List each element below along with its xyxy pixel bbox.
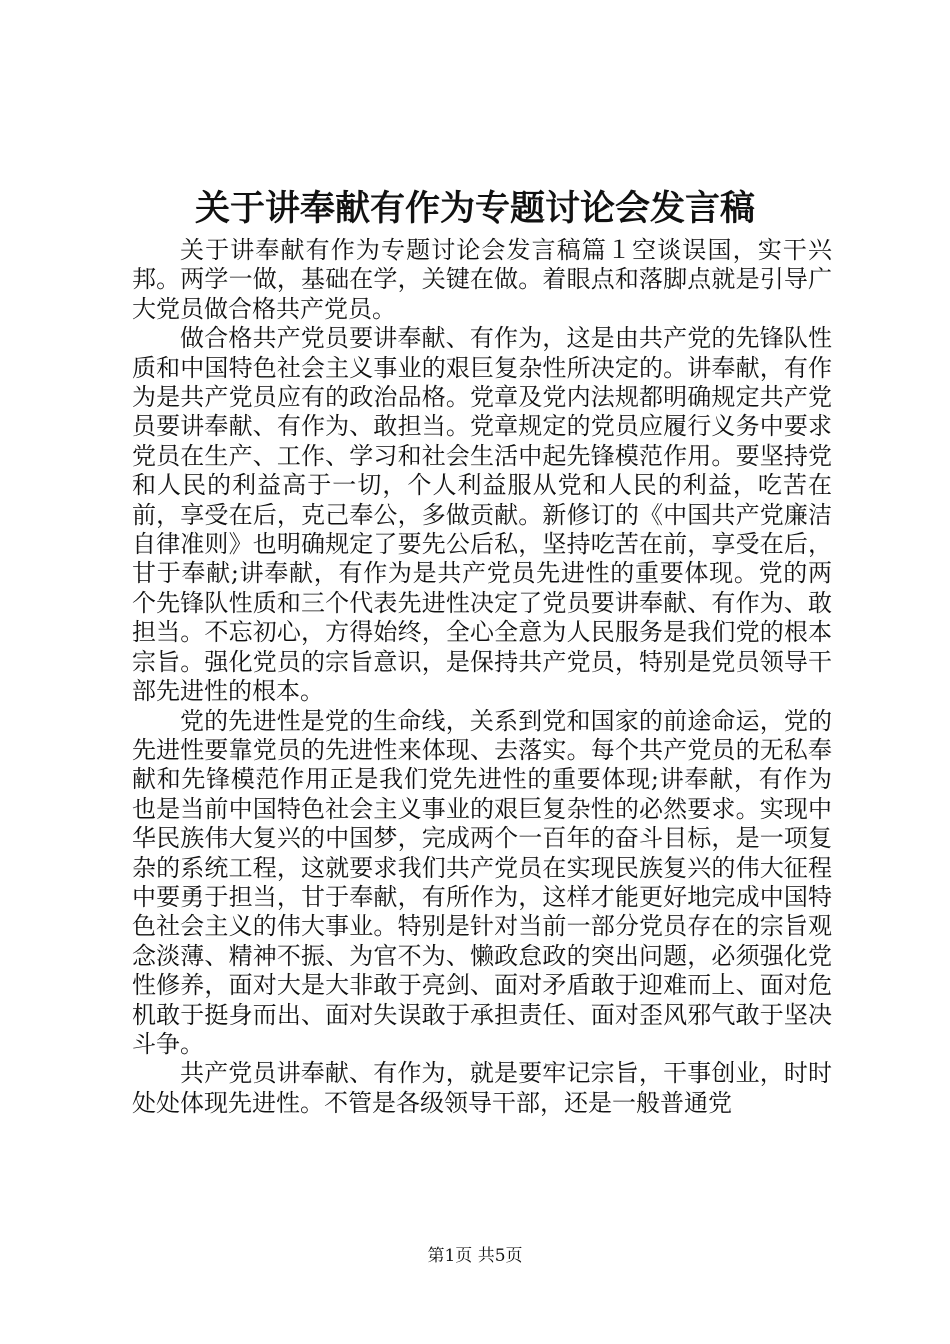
document-body [132,236,832,1118]
paragraph-4: 共产党员讲奉献、有作为，就是要牢记宗旨，干事创业，时时处处体现先进性。不管是各级领导干部，还是一般普通党 [132,1059,832,1117]
paragraph-1: 关于讲奉献有作为专题讨论会发言稿篇１空谈误国，实干兴邦。两学一做，基础在学，关键在做。着眼点和落脚点就是引导广大党员做合格共产党员。 [132,236,832,323]
page-number-footer: 第1页 共5页 [427,1246,523,1266]
paragraph-2: 做合格共产党员要讲奉献、有作为，这是由共产党的先锋队性质和中国特色社会主义事业的艰巨复杂性所决定的。讲奉献，有作为是共产党员应有的政治品格。党章及党内法规都明确规定共产党员要讲奉献、有作为、敢担当。党章规定的党员应履行义务中要求党员在生产、工作、学习和社会生活中起先锋模范作用。要坚持党和人民的利益高于一切，个人利益服从党和人民的利益，吃苦在前，享受在后，克己奉公，多做贡献。新修订的《中国共产党廉洁自律准则》也明确规定了要先公后私，坚持吃苦在前，享受在后，甘于奉献;讲奉献，有作为是共产党员先进性的重要体现。党的两个先锋队性质和三个代表先进性决定了党员要讲奉献、有作为、敢担当。不忘初心，方得始终，全心全意为人民服务是我们党的根本宗旨。强化党员的宗旨意识，是保持共产党员，特别是党员领导干部先进性的根本。 [132,324,832,706]
document-title: 关于讲奉献有作为专题讨论会发言稿 [194,189,755,229]
paragraph-3: 党的先进性是党的生命线，关系到党和国家的前途命运，党的先进性要靠党员的先进性来体现、去落实。每个共产党员的无私奉献和先锋模范作用正是我们党先进性的重要体现;讲奉献，有作为也是当前中国特色社会主义事业的艰巨复杂性的必然要求。实现中华民族伟大复兴的中国梦，完成两个一百年的奋斗目标，是一项复杂的系统工程，这就要求我们共产党员在实现民族复兴的伟大征程中要勇于担当，甘于奉献，有所作为，这样才能更好地完成中国特色社会主义的伟大事业。特别是针对当前一部分党员存在的宗旨观念淡薄、精神不振、为官不为、懒政怠政的突出问题，必须强化党性修养，面对大是大非敢于亮剑、面对矛盾敢于迎难而上、面对危机敢于挺身而出、面对失误敢于承担责任、面对歪风邪气敢于坚决斗争。 [132,706,832,1058]
